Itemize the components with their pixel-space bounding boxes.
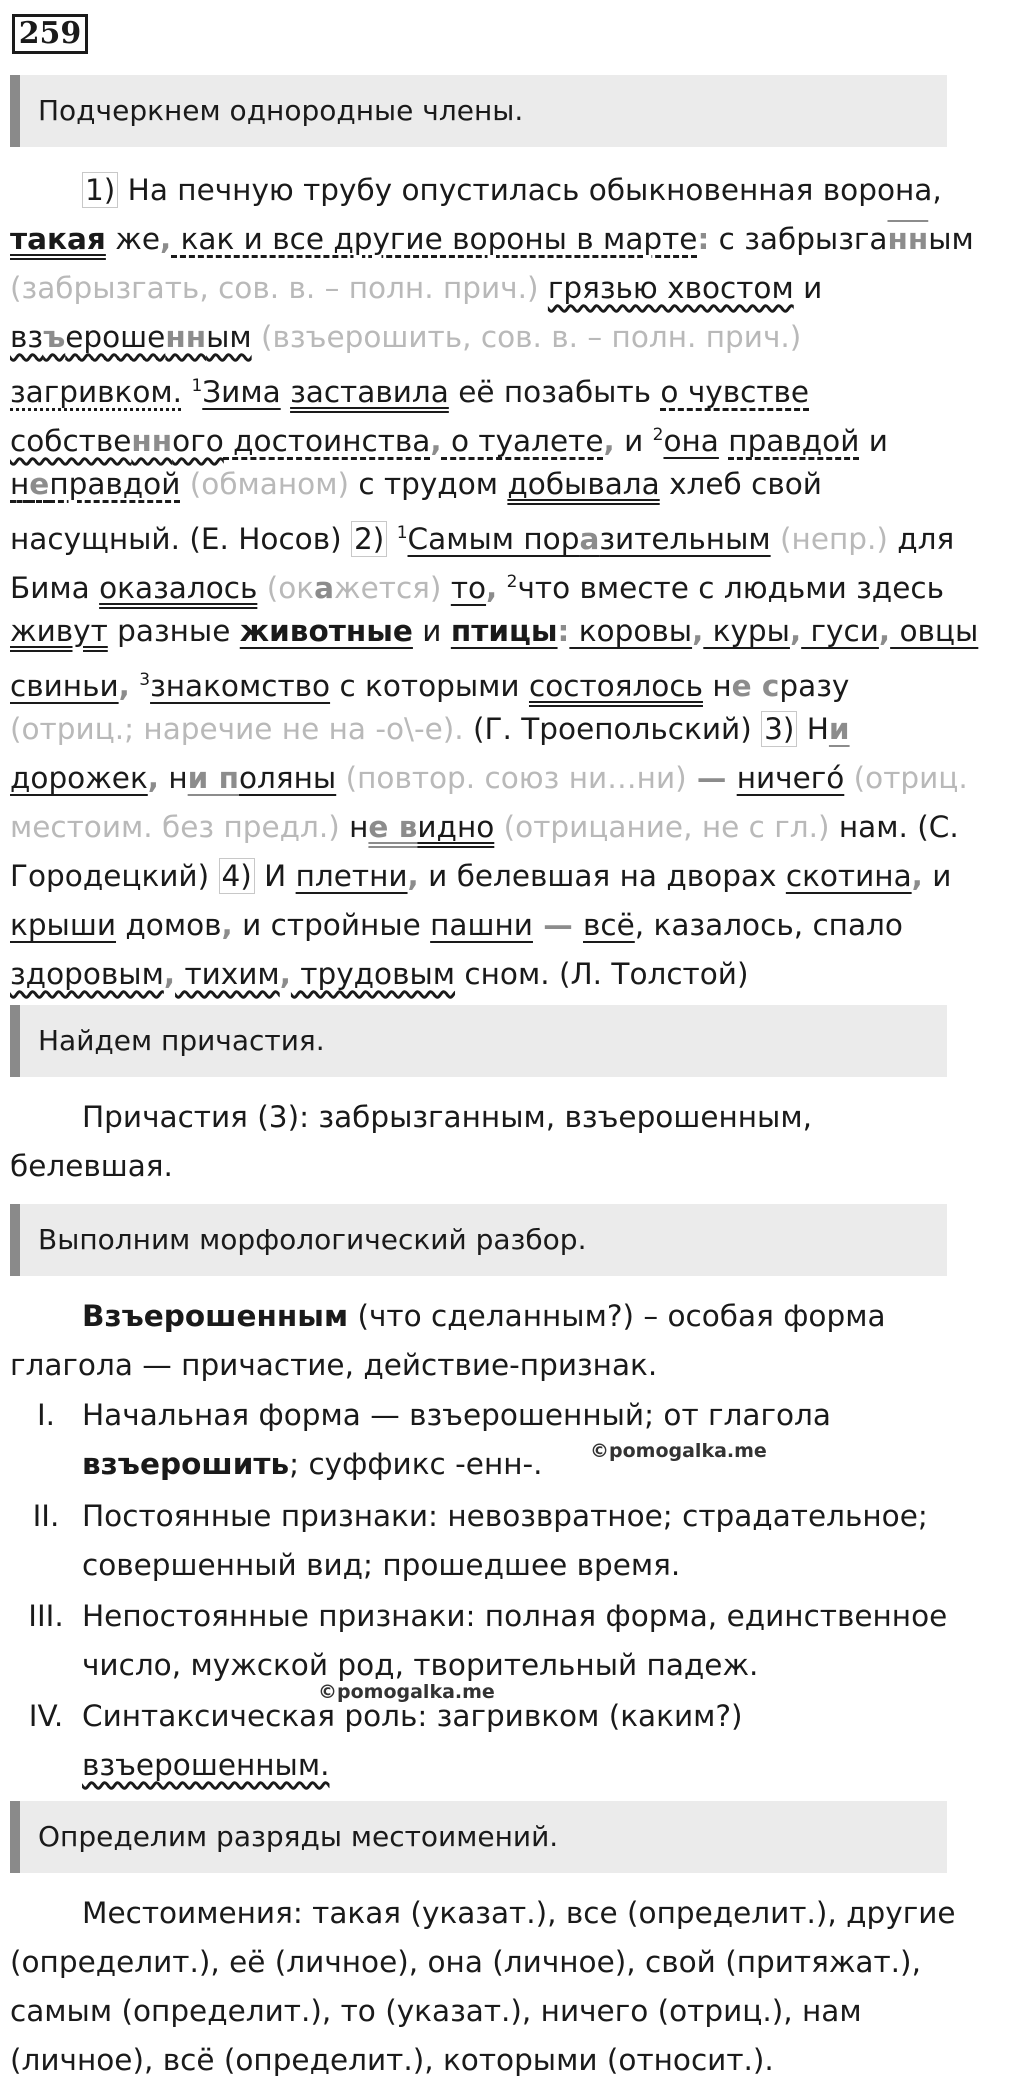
section-header-pronouns: Определим разряды местоимений. — [10, 1801, 947, 1873]
watermark: ©pomogalka.me — [590, 1440, 767, 1462]
participles-line-1: Причастия (3): забрызганным, взъерошенным, — [82, 1100, 812, 1134]
text-line-15: Городецкий) 4) И плетни, и белевшая на дворах скотина, и — [10, 859, 952, 893]
text-line-8: насущный. (Е. Носов) 2) $^1$Самым поразительным (непр.) для — [10, 521, 955, 556]
section-header-homogeneous: Подчеркнем однородные члены. — [10, 75, 947, 147]
pronouns-line-3: самым (определит.), то (указат.), ничего (отриц.), нам — [10, 1994, 862, 2028]
text-line-2: такая же, как и все другие вороны в марте: с забрызганным — [10, 222, 974, 256]
text-line-14: местоим. без предл.) не видно (отрицание, не с гл.) нам. (С. — [10, 810, 959, 844]
morph-item-4: IV. Синтаксическая роль: загривком (каким?) — [28, 1699, 743, 1733]
pronouns-line-2: (определит.), её (личное), она (личное), свой (притяжат.), — [10, 1945, 921, 1979]
sentence-number: 1) — [82, 172, 118, 208]
text-line-10: живут разные животные и птицы: коровы, куры, гуси, овцы — [10, 614, 979, 648]
text-line-16: крыши домов, и стройные пашни — всё, казалось, спало — [10, 908, 903, 942]
pronouns-line-4: (личное), всё (определит.), которыми (относит.). — [10, 2043, 774, 2077]
morph-item-3: III. Непостоянные признаки: полная форма, единственное — [28, 1599, 948, 1633]
pronouns-line-1: Местоимения: такая (указат.), все (определит.), другие — [82, 1896, 956, 1930]
text-line-9: Бима оказалось (окажется) то, $^2$что вместе с людьми здесь — [10, 570, 944, 605]
section-header-morphology: Выполним морфологический разбор. — [10, 1204, 947, 1276]
text-line-4: взъерошенным (взъерошить, сов. в. – полн. прич.) — [10, 320, 802, 354]
morph-intro-line-1: Взъерошенным (что сделанным?) – особая форма — [82, 1299, 886, 1333]
morph-item-2: II. Постоянные признаки: невозвратное; страдательное; — [32, 1499, 928, 1533]
text-line-13: дорожек, ни поляны (повтор. союз ни…ни) — ничего́ (отриц. — [10, 761, 968, 795]
watermark: ©pomogalka.me — [318, 1681, 495, 1703]
text-line-5: загривком. $^1$Зима заставила её позабыть о чувстве — [10, 374, 810, 409]
morph-item-4-line-2: взъерошенным. — [82, 1748, 330, 1782]
section-header-participles: Найдем причастия. — [10, 1005, 947, 1077]
text-line-12: (отриц.; наречие не на -о\-е). (Г. Троепольский) 3) Ни — [10, 712, 850, 746]
task-number: 259 — [12, 14, 88, 54]
morph-item-1-line-2: взъерошить; суффикс -енн-. — [82, 1447, 543, 1481]
text-line-3: (забрызгать, сов. в. – полн. прич.) грязью хвостом и — [10, 271, 823, 305]
text-line-6: собственного достоинства, о туалете, и $^2$она правдой и — [10, 423, 888, 458]
morph-item-2-line-2: совершенный вид; прошедшее время. — [82, 1548, 681, 1582]
morph-item-3-line-2: число, мужской род, творительный падеж. — [82, 1648, 759, 1682]
text-line-1: 1) На печную трубу опустилась обыкновенная ворона, — [10, 166, 1022, 215]
text-line-11: свиньи, $^3$знакомство с которыми состоялось не сразу — [10, 668, 850, 703]
text-line-17: здоровым, тихим, трудовым сном. (Л. Толстой) — [10, 957, 749, 991]
text-line-7: неправдой (обманом) с трудом добывала хлеб свой — [10, 467, 822, 501]
participles-line-2: белевшая. — [10, 1149, 173, 1183]
morph-item-1: I. Начальная форма — взъерошенный; от глагола — [36, 1398, 831, 1432]
morph-intro-line-2: глагола — причастие, действие-признак. — [10, 1348, 658, 1382]
